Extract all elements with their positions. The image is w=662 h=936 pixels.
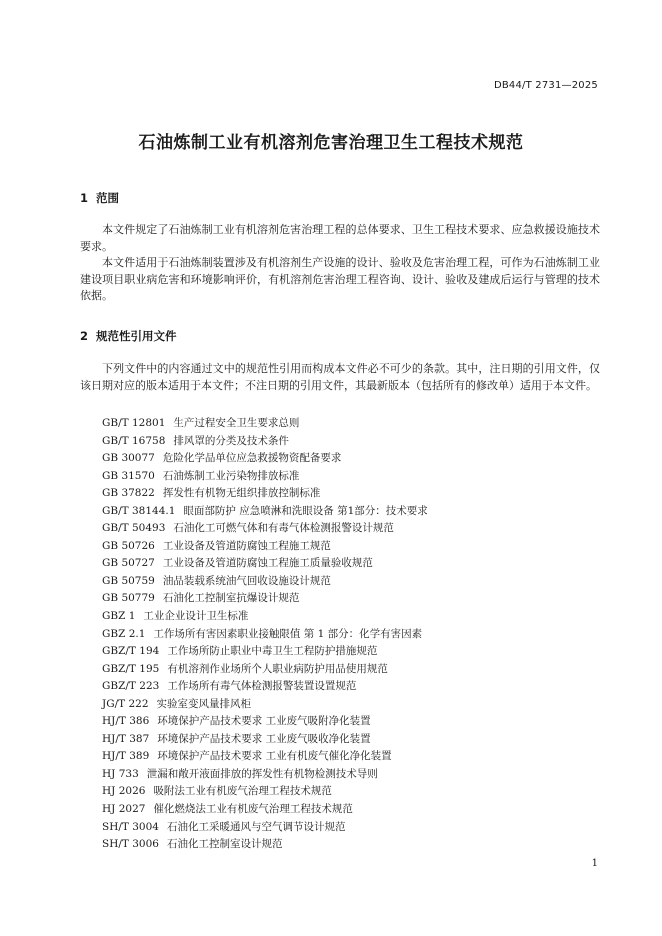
reference-item: [102, 433, 428, 451]
section-2-number: 2: [80, 329, 89, 343]
reference-item: [102, 643, 428, 661]
reference-item: [102, 573, 428, 591]
reference-name: 石油炼制工业污染物排放标准: [162, 469, 300, 482]
reference-code: GB 50727: [102, 557, 155, 570]
section-1-title: 范围: [96, 191, 119, 205]
section-1-number: 1: [80, 191, 89, 205]
reference-item: [102, 766, 428, 784]
reference-code: HJ 2026: [102, 785, 146, 798]
reference-list: [102, 415, 428, 854]
reference-item: [102, 520, 428, 538]
reference-code: GB/T 38144.1: [102, 504, 176, 517]
reference-name: 实验室变风量排风柜: [156, 697, 252, 710]
reference-code: GB 50779: [102, 592, 155, 605]
reference-name: 工作场所有毒气体检测报警装置设置规范: [167, 680, 357, 693]
reference-name: 环境保护产品技术要求 工业有机废气催化净化装置: [157, 750, 392, 763]
reference-name: 吸附法工业有机废气治理工程技术规范: [153, 785, 332, 798]
reference-item: [102, 503, 428, 521]
reference-item: [102, 626, 428, 644]
reference-item: [102, 468, 428, 486]
reference-item: [102, 608, 428, 626]
reference-item: [102, 555, 428, 573]
reference-name: 环境保护产品技术要求 工业废气吸附净化装置: [157, 715, 371, 728]
reference-name: 石油化工控制室抗爆设计规范: [162, 592, 300, 605]
reference-item: [102, 731, 428, 749]
reference-name: 石油化工可燃气体和有毒气体检测报警设计规范: [173, 522, 394, 535]
reference-name: 工业设备及管道防腐蚀工程施工质量验收规范: [162, 557, 373, 570]
reference-item: [102, 801, 428, 819]
reference-code: HJ/T 387: [102, 732, 150, 745]
reference-item: [102, 819, 428, 837]
reference-item: [102, 836, 428, 854]
reference-item: [102, 713, 428, 731]
reference-code: GB 30077: [102, 452, 155, 465]
reference-code: HJ 733: [102, 767, 139, 780]
reference-name: 危险化学品单位应急救援物资配备要求: [162, 452, 342, 465]
reference-name: 催化燃烧法工业有机废气治理工程技术规范: [153, 803, 353, 816]
reference-code: GB/T 16758: [102, 434, 166, 447]
reference-item: [102, 783, 428, 801]
reference-item: [102, 748, 428, 766]
reference-item: [102, 538, 428, 556]
reference-name: 石油化工控制室设计规范: [166, 838, 283, 851]
reference-name: 环境保护产品技术要求 工业废气吸收净化装置: [157, 732, 371, 745]
scope-paragraph-1: 本文件规定了石油炼制工业有机溶剂危害治理工程的总体要求、卫生工程技术要求、应急救援设施技术要求。: [80, 223, 600, 253]
document-title: 石油炼制工业有机溶剂危害治理卫生工程技术规范: [138, 133, 524, 153]
reference-code: GB 50726: [102, 539, 155, 552]
reference-name: 油品装载系统油气回收设施设计规范: [162, 574, 331, 587]
reference-item: [102, 590, 428, 608]
reference-name: 生产过程安全卫生要求总则: [173, 417, 300, 429]
reference-code: GB 37822: [102, 487, 155, 500]
reference-code: GBZ/T 194: [102, 645, 160, 658]
reference-name: 工作场所防止职业中毒卫生工程防护措施规范: [167, 645, 378, 658]
reference-code: SH/T 3006: [102, 838, 159, 851]
reference-code: GBZ/T 195: [102, 662, 160, 675]
reference-name: 泄漏和敞开液面排放的挥发性有机物检测技术导则: [146, 767, 378, 780]
reference-code: HJ 2027: [102, 803, 146, 816]
reference-code: JG/T 222: [102, 697, 149, 710]
reference-name: 眼面部防护 应急喷淋和洗眼设备 第1部分：技术要求: [183, 504, 428, 517]
section-1-heading: [80, 190, 119, 206]
reference-code: GB/T 50493: [102, 522, 166, 535]
reference-code: SH/T 3004: [102, 820, 159, 833]
reference-item: [102, 485, 428, 503]
references-intro: 下列文件中的内容通过文中的规范性引用而构成本文件必不可少的条款。其中，注日期的引用文件，仅该日期对应的版本适用于本文件；不注日期的引用文件，其最新版本（包括所有的修改单）适用于本文件。: [80, 362, 600, 392]
reference-item: [102, 661, 428, 679]
reference-code: HJ/T 389: [102, 750, 150, 763]
scope-paragraph-2: 本文件适用于石油炼制装置涉及有机溶剂生产设施的设计、验收及危害治理工程，可作为石油炼制工业建设项目职业病危害和环境影响评价，有机溶剂危害治理工程咨询、设计、验收及建成后运行与管理的技术依据。: [80, 256, 600, 302]
reference-code: HJ/T 386: [102, 715, 150, 728]
reference-name: 排风罩的分类及技术条件: [173, 434, 289, 447]
reference-item: [102, 696, 428, 714]
reference-item: [102, 415, 428, 433]
reference-code: GB 31570: [102, 469, 155, 482]
page-number: 1: [591, 858, 598, 869]
reference-item: [102, 450, 428, 468]
reference-name: 有机溶剂作业场所个人职业病防护用品使用规范: [167, 662, 388, 675]
section-2-title: 规范性引用文件: [96, 329, 177, 343]
reference-name: 石油化工采暖通风与空气调节设计规范: [166, 820, 346, 833]
reference-item: [102, 678, 428, 696]
reference-name: 工作场所有害因素职业接触限值 第 1 部分：化学有害因素: [153, 627, 423, 640]
reference-code: GB 50759: [102, 574, 155, 587]
reference-name: 工业设备及管道防腐蚀工程施工规范: [162, 539, 331, 552]
reference-name: 工业企业设计卫生标准: [143, 610, 249, 623]
document-code: DB44/T 2731—2025: [493, 80, 598, 91]
reference-code: GBZ 1: [102, 610, 136, 623]
reference-name: 挥发性有机物无组织排放控制标准: [162, 487, 321, 500]
reference-code: GBZ 2.1: [102, 627, 146, 640]
section-2-heading: [80, 328, 177, 344]
reference-code: GB/T 12801: [102, 417, 166, 429]
reference-code: GBZ/T 223: [102, 680, 160, 693]
